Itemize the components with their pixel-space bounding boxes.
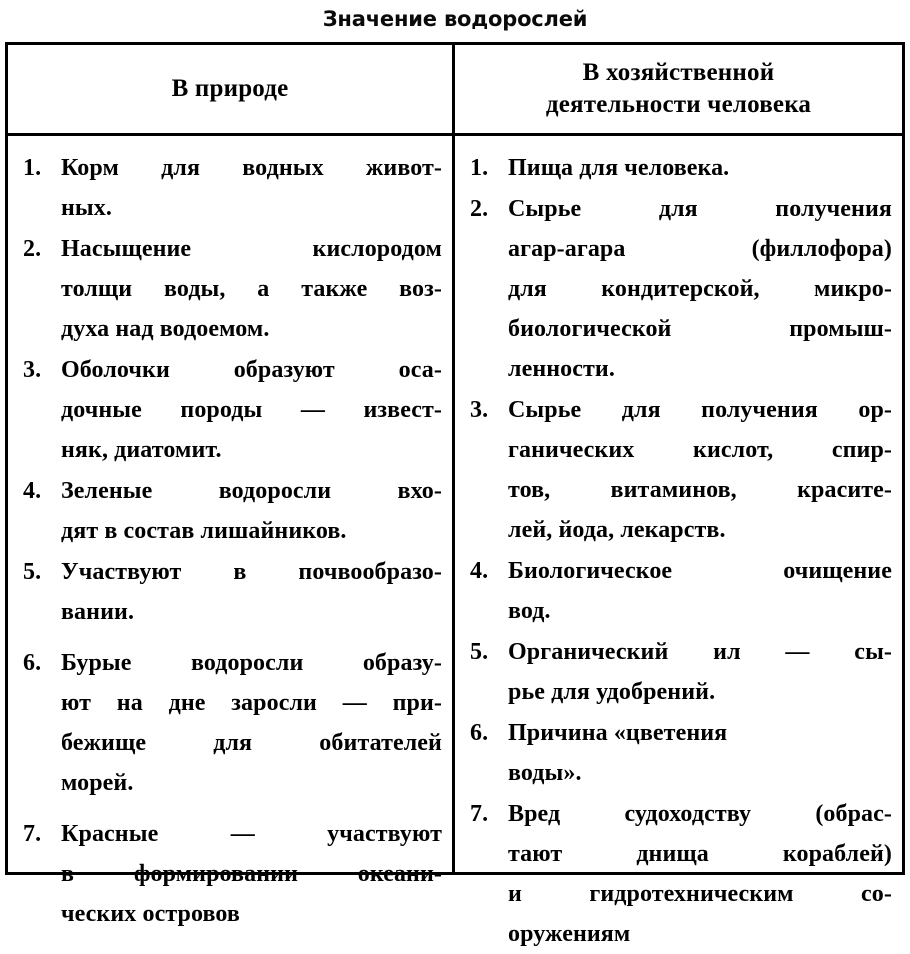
list-item-line: вании. xyxy=(61,599,135,625)
list-item-text xyxy=(508,713,892,793)
column-nature xyxy=(8,136,455,927)
list-item-line: вод. xyxy=(508,598,551,624)
list-item-line: воды». xyxy=(508,760,582,786)
list-item-line: ленности. xyxy=(508,356,615,382)
list-item xyxy=(21,148,442,228)
list-item-line: Сырье для получения ор- xyxy=(508,397,892,423)
list-item-line: Зеленые водоросли вхо- xyxy=(61,478,442,504)
list-item-number: 3. xyxy=(23,357,42,383)
list-item-number: 5. xyxy=(470,639,489,665)
page-title: Значение водорослей xyxy=(322,7,588,31)
list-item-number: 7. xyxy=(23,821,42,847)
list-item-number: 3. xyxy=(470,397,489,423)
list-item-line: бежище для обитателей xyxy=(61,730,442,756)
list-item-text xyxy=(508,148,892,188)
list-item xyxy=(21,471,442,551)
list-item-line: дят в состав лишайников. xyxy=(61,518,347,544)
list-item-line: Красные — участвуют xyxy=(61,821,442,847)
list-item-line: биологической промыш- xyxy=(508,316,892,342)
list-item-line: ганических кислот, спир- xyxy=(508,437,892,463)
list-item xyxy=(468,148,892,188)
list-item-number: 1. xyxy=(23,155,42,181)
human-activity-item-list xyxy=(468,148,892,954)
list-item-line: Вред судоходству (обрас- xyxy=(508,801,892,827)
list-item-line: Бурые водоросли образу- xyxy=(61,650,442,676)
list-item-number: 2. xyxy=(23,236,42,262)
list-item-line: няк, диатомит. xyxy=(61,437,222,463)
list-item-text xyxy=(508,794,892,954)
list-item-line: ных. xyxy=(61,195,112,221)
list-item-line: тов, витаминов, красите- xyxy=(508,477,892,503)
human-activity-list-cell xyxy=(455,136,902,947)
list-item-text xyxy=(61,552,442,632)
list-item-line: Причина «цветения xyxy=(508,720,728,746)
list-item-number: 6. xyxy=(23,650,42,676)
list-item-text xyxy=(61,814,442,934)
list-item-line: ческих островов xyxy=(61,901,240,927)
list-item-number: 4. xyxy=(23,478,42,504)
list-item-line: ют на дне заросли — при- xyxy=(61,690,442,716)
nature-item-list xyxy=(21,148,442,934)
list-item-text xyxy=(61,350,442,470)
list-item-line: рье для удобрений. xyxy=(508,679,716,705)
list-item-text xyxy=(61,148,442,228)
list-item-line: толщи воды, а также воз- xyxy=(61,276,442,302)
list-item-text xyxy=(61,471,442,551)
list-item-line: лей, йода, лекарств. xyxy=(508,517,726,543)
list-item-line: и гидротехническим со- xyxy=(508,881,892,907)
list-item xyxy=(21,814,442,934)
header-human-activity-line-2: деятельности человека xyxy=(545,91,812,118)
list-item xyxy=(21,643,442,803)
header-human-activity-text xyxy=(546,57,811,121)
list-item-line: Пища для человека. xyxy=(508,155,730,181)
header-cell-nature xyxy=(8,45,455,133)
list-item-line: духа над водоемом. xyxy=(61,316,270,342)
list-item xyxy=(468,551,892,631)
list-item-number: 2. xyxy=(470,196,489,222)
list-item-line: в формировании океани- xyxy=(61,861,442,887)
list-item-number: 4. xyxy=(470,558,489,584)
list-item-line: оружениям xyxy=(508,921,631,947)
list-item-number: 5. xyxy=(23,559,42,585)
list-item xyxy=(21,229,442,349)
list-item-line: Оболочки образуют оса- xyxy=(61,357,442,383)
header-human-activity-line-1: В хозяйственной xyxy=(582,59,775,86)
table-header-row xyxy=(8,45,902,136)
header-cell-human-activity xyxy=(455,45,902,133)
list-item xyxy=(468,794,892,954)
header-nature-line-1: В природе xyxy=(171,75,289,102)
list-item-text xyxy=(61,643,442,803)
significance-of-algae-table xyxy=(5,42,905,947)
column-human-activity xyxy=(455,136,902,947)
nature-list-cell xyxy=(8,136,452,927)
list-item-text xyxy=(508,189,892,389)
list-item-line: агар-агара (филлофора) xyxy=(508,236,892,262)
list-item-text xyxy=(508,551,892,631)
list-item-line: для кондитерской, микро- xyxy=(508,276,892,302)
list-item xyxy=(21,552,442,632)
list-item-line: морей. xyxy=(61,770,134,796)
list-item-number: 6. xyxy=(470,720,489,746)
list-item-number: 7. xyxy=(470,801,489,827)
list-item-line: Корм для водных живот- xyxy=(61,155,442,181)
list-item-line: Насыщение кислородом xyxy=(61,236,442,262)
list-item-line: тают днища кораблей) xyxy=(508,841,892,867)
list-item-text xyxy=(508,632,892,712)
list-item-line: Биологическое очищение xyxy=(508,558,892,584)
list-item-line: дочные породы — извест- xyxy=(61,397,442,423)
list-item xyxy=(21,350,442,470)
list-item-text xyxy=(61,229,442,349)
list-item-text xyxy=(508,390,892,550)
header-nature-text xyxy=(172,73,289,105)
list-item-line: Участвуют в почвообразо- xyxy=(61,559,442,585)
list-item xyxy=(468,189,892,389)
list-item-line: Органический ил — сы- xyxy=(508,639,892,665)
table-body-row xyxy=(8,136,902,947)
list-item xyxy=(468,632,892,712)
list-item xyxy=(468,713,892,793)
list-item xyxy=(468,390,892,550)
list-item-number: 1. xyxy=(470,155,489,181)
list-item-line: Сырье для получения xyxy=(508,196,892,222)
